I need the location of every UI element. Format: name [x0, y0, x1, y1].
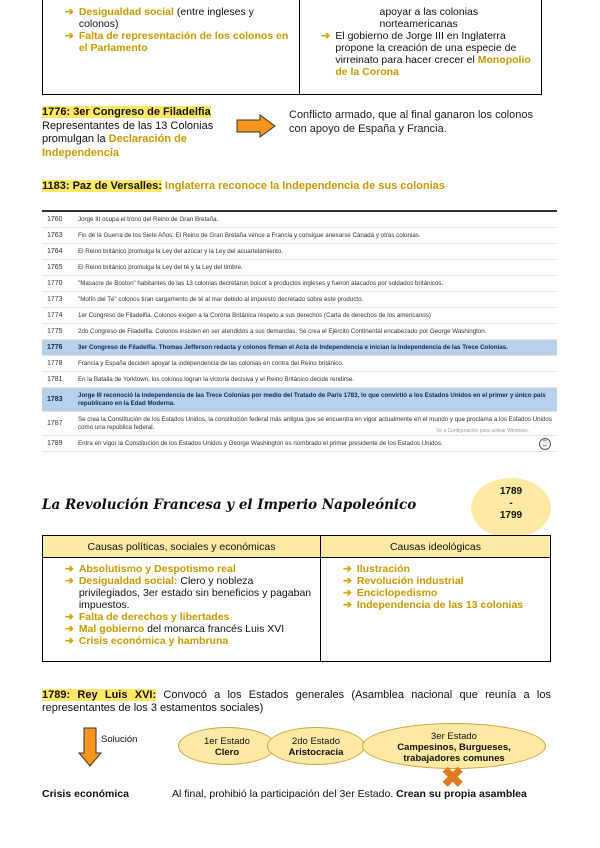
timeline-row — [42, 308, 557, 324]
arrow-icon: ➔ — [321, 30, 331, 42]
timeline-row — [42, 260, 557, 276]
timeline-text: En la Batalla de Yorktown, los colonos logran la victoria decisiva y el Reino Británico decide rendirse. — [78, 375, 355, 383]
cross-icon: ✖ — [441, 762, 465, 793]
timeline-row — [42, 356, 557, 372]
arrow-icon: ➔ — [343, 587, 352, 599]
activation-note: Ve a Configuración para activar Windows. — [436, 428, 529, 434]
timeline-text: 3er Congreso de Filadelfia. Thomas Jefferson redacta y colonos firman el Acta de Independencia e inician la Independencia de las Trece Colonias. — [78, 343, 508, 351]
revolution-causes-table — [42, 535, 551, 662]
arrow-icon: ➔ — [65, 611, 74, 623]
section-title: La Revolución Francesa y el Imperio Napoleónico — [42, 497, 417, 513]
timeline-year: 1776 — [47, 343, 63, 351]
list-item: ➔ Ilustración — [343, 563, 410, 575]
luis-paragraph: 1789: Rey Luis XVI: Convocó a los Estados generales (Asamblea nacional que reunía a los representantes de los 3 estamentos sociales) — [42, 689, 551, 714]
timeline-year: 1781 — [47, 375, 63, 383]
versailles-line: 1183: Paz de Versalles: Inglaterra reconoce la Independencia de sus colonias — [42, 180, 445, 192]
timeline-table — [42, 210, 557, 452]
timeline-text: Jorge III ocupa el trono del Reino de Gran Bretaña. — [78, 215, 219, 223]
timeline-year: 1778 — [47, 359, 63, 367]
right-arrow-icon — [236, 114, 276, 138]
timeline-year: 1775 — [47, 327, 63, 335]
list-item: ➔ Desigualdad social: Clero y nobleza privilegiados, 3er estado sin beneficios y pagaban impuestos. — [65, 575, 312, 611]
arrow-icon: ➔ — [65, 6, 74, 18]
top-causes-table — [42, 0, 542, 95]
timeline-text: "Motín del Té" colonos tiran cargamento de té al mar debido al impuesto decretado sobre este producto. — [78, 295, 364, 303]
crisis-label: Crisis económica — [42, 788, 129, 800]
arrow-icon: ➔ — [65, 563, 74, 575]
timeline-year: 1774 — [47, 311, 63, 319]
clock-icon: ⌚ — [539, 438, 551, 450]
timeline-year: 1760 — [47, 215, 63, 223]
list-item: ➔ Enciclopedismo — [343, 587, 438, 599]
timeline-text: Entra en vigor la Constitución de los Estados Unidos y George Washington es nombrado el primer presidente de los Estados Unidos. — [78, 439, 443, 447]
timeline-row — [42, 292, 557, 308]
causes-col-political — [43, 536, 321, 661]
column-header: Causas ideológicas — [321, 536, 550, 558]
estado-1-oval: 1er Estado Clero — [178, 727, 276, 765]
continuation-text: apoyar a las colonias norteamericanas — [379, 6, 479, 30]
arrow-icon: ➔ — [65, 635, 74, 647]
timeline-row — [42, 388, 557, 412]
timeline-text: El Reino británico promulga la Ley del azúcar y la Ley del acuartelamiento. — [78, 247, 283, 255]
causes-list — [43, 558, 320, 647]
arrow-icon: ➔ — [65, 30, 74, 42]
arrow-icon: ➔ — [65, 623, 74, 635]
timeline-year: 1765 — [47, 263, 63, 271]
column-header: Causas políticas, sociales y económicas — [43, 536, 320, 558]
estado-3-oval: 3er Estado Campesinos, Burgueses, trabajadores comunes — [362, 723, 546, 769]
list-item: ➔ Falta de representación de los colonos en el Parlamento — [65, 30, 289, 54]
timeline-text: "Masacre de Boston" habitantes de las 13 colonias decretaron boicot a productos ingleses y fueron atacados por soldados británicos. — [78, 279, 444, 287]
solution-label: Solución — [101, 734, 138, 745]
congress-heading: 1776: 3er Congreso de Filadelfia — [42, 106, 211, 118]
timeline-row — [42, 212, 557, 228]
estado-2-oval: 2do Estado Aristocracia — [267, 727, 365, 765]
congress-result: Conflicto armado, que al final ganaron los colonos con apoyo de España y Francia. — [289, 109, 533, 135]
list-item: ➔ Independencia de las 13 colonias — [343, 599, 524, 611]
arrow-icon: ➔ — [65, 575, 74, 587]
causes-list — [321, 558, 550, 611]
timeline-year: 1783 — [47, 395, 63, 403]
timeline-year: 1789 — [47, 439, 63, 447]
timeline-year: 1770 — [47, 279, 63, 287]
timeline-text: Fin de la Guerra de los Siete Años: El Reino de Gran Bretaña vence a Francia y consigue anexarse Canadá y otras colonias. — [78, 231, 421, 239]
list-item: ➔ Falta de derechos y libertades — [65, 611, 230, 623]
down-arrow-icon — [78, 727, 102, 767]
timeline-text: Se crea la Constitución de los Estados Unidos, la constitución federal más antigua que se encuentra en vigor actualmente en el mundo y que proclama a los Estados Unidos como una república federal. — [78, 415, 552, 431]
timeline-year: 1773 — [47, 295, 63, 303]
arrow-icon: ➔ — [343, 563, 352, 575]
list-item: ➔ Crisis económica y hambruna — [65, 635, 229, 647]
list-item: ➔ Mal gobierno del monarca francés Luis XVI — [65, 623, 285, 635]
list-item: ➔ Revolución industrial — [343, 575, 464, 587]
list-item: ➔ El gobierno de Jorge III en Inglaterra propone la creación de una especie de virreinato para hacer crecer el Monopolio de la Corona — [321, 30, 531, 78]
years-badge: 1789 - 1799 — [471, 478, 551, 538]
timeline-text: 1er Congreso de Filadelfia. Colonos exigen a la Corona Británica respeto a sus derechos (Carta de derechos de los americanos) — [78, 311, 431, 319]
timeline-text: Francia y España deciden apoyar la independencia de las colonias en contra del Reino británico. — [78, 359, 344, 367]
causes-col-ideological — [321, 536, 550, 661]
timeline-row — [42, 324, 557, 340]
timeline-row — [42, 228, 557, 244]
timeline-row — [42, 276, 557, 292]
timeline-row — [42, 436, 557, 452]
timeline-text: El Reino británico promulga la Ley del té y la Ley del timbre. — [78, 263, 243, 271]
arrow-icon: ➔ — [343, 599, 352, 611]
final-statement: Al final, prohibió la participación del 3er Estado. Crean su propia asamblea — [172, 788, 527, 800]
list-item: ➔ Desigualdad social (entre ingleses y colonos) — [65, 6, 254, 30]
timeline-year: 1764 — [47, 247, 63, 255]
timeline-row — [42, 412, 557, 436]
list-item: ➔ Absolutismo y Despotismo real — [65, 563, 236, 575]
timeline-row — [42, 244, 557, 260]
top-table-right — [300, 0, 542, 94]
top-table-left — [43, 0, 300, 94]
timeline-year: 1763 — [47, 231, 63, 239]
congress-block: 1776: 3er Congreso de Filadelfia Representantes de las 13 Colonias promulgan la Declaración de Independencia — [42, 106, 214, 159]
timeline-text: Jorge III reconoció la independencia de las Trece Colonias por medio del Tratado de París 1783, lo que convirtió a los Estados Unidos en el primer y único país republicano en la Edad Moderna. — [78, 391, 546, 407]
timeline-row — [42, 372, 557, 388]
timeline-row — [42, 340, 557, 356]
arrow-icon: ➔ — [343, 575, 352, 587]
timeline-text: 2do Congreso de Filadelfia. Colonos insisten en ser atendidos a sus demandas. Se crea el Ejército Continental encabezado por George Washington. — [78, 327, 487, 335]
timeline-year: 1787 — [47, 419, 63, 427]
